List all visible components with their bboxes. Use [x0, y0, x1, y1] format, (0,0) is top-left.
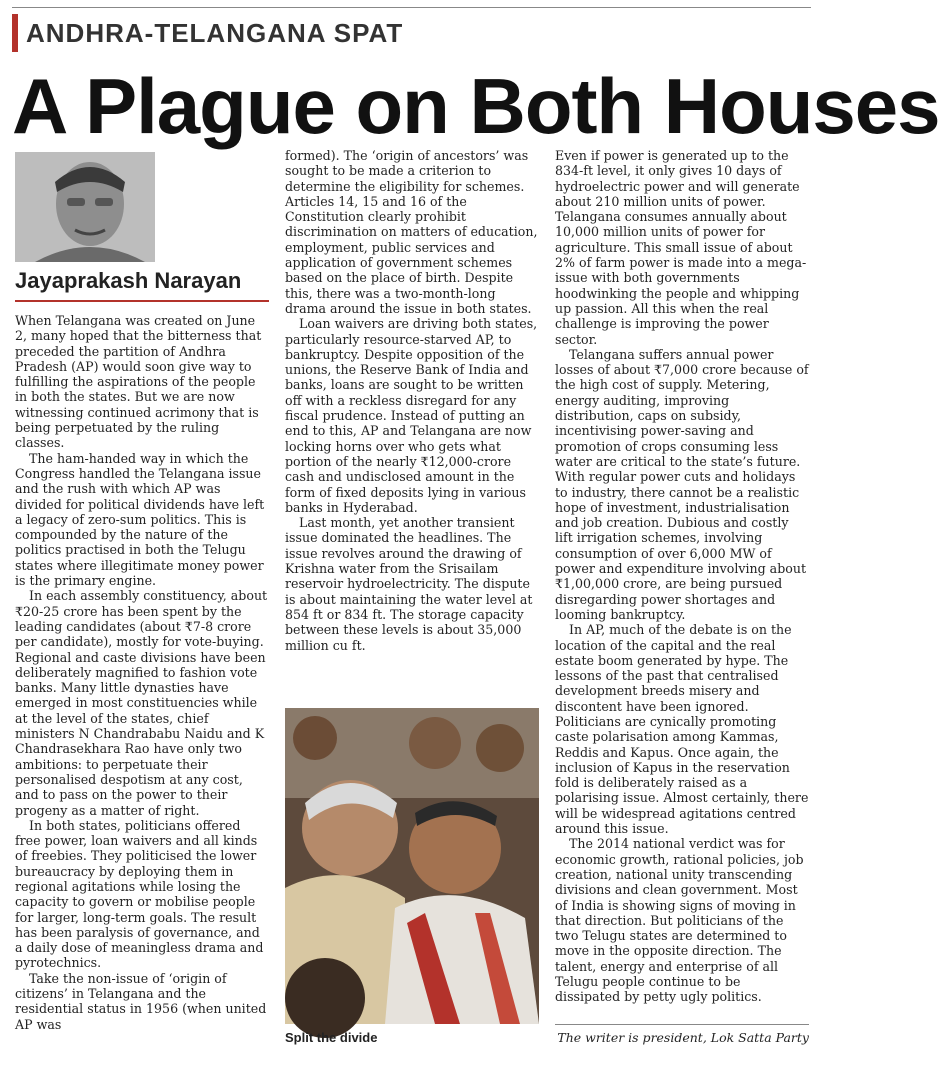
kicker-accent-bar — [12, 14, 18, 52]
byline-rule — [15, 300, 269, 302]
paragraph: When Telangana was created on June 2, many hoped that the bitterness that preceded the partition of Andhra Pradesh (AP) would soon give way to fulfilling the aspirations of the people in both the states. But we are now witnessing continued acrimony that is being perpetuated by the ruling classes. — [15, 313, 262, 451]
section-kicker — [12, 8, 403, 58]
credit-rule — [555, 1024, 809, 1025]
paragraph: Last month, yet another transient issue dominated the headlines. The issue revolves around the drawing of Krishna water from the Srisailam reservoir hydroelectricity. The dispute is about maintaining the water level at 854 ft or 834 ft. The storage capacity between these levels is about 35,000 million cu ft. — [285, 515, 533, 653]
headline: A Plague on Both Houses — [12, 62, 940, 150]
paragraph: In both states, politicians offered free power, loan waivers and all kinds of freebies. They politicised the lower bureaucracy by deploying them in regional agitations while losing the capacity to govern or mobilise people for larger, long-term goals. The result has been paralysis of governance, and a daily dose of meaningless drama and pyrotechnics. — [15, 817, 264, 971]
paragraph: Take the non-issue of ‘origin of citizens’ in Telangana and the residential status in 1956 (when united AP was — [15, 970, 267, 1032]
paragraph: Loan waivers are driving both states, particularly resource-starved AP, to bankruptcy. Despite opposition of the unions, the Reserve Bank of India and banks, loans are sought to be written off with a reckless disregard for any fiscal prudence. Instead of putting an end to this, AP and Telangana are now locking horns over who gets what portion of the nearly ₹12,000-crore cash and undisclosed amount in the form of fixed deposits lying in various banks in Hyderabad. — [285, 316, 538, 515]
paragraph: formed). The ‘origin of ancestors’ was sought to be made a criterion to determine the eligibility for schemes. Articles 14, 15 and 16 of the Constitution clearly prohibit discrimination on matters of education, employment, public services and application of government schemes based on the place of birth. Despite this, there was a two-month-long drama around the issue in both states. — [285, 148, 538, 316]
paragraph: In each assembly constituency, about ₹20-25 crore has been spent by the leading candidates (about ₹7-8 crore per candidate), mostly for vote-buying. Regional and caste divisions have been deliberately magnified to fashion vote banks. Many little dynasties have emerged in most constituencies while at the level of the states, chief ministers N Chandrababu Naidu and K Chandrasekhara Rao have only two ambitions: to perpetuate their personalised despotism at any cost, and to pass on the power to their progeny as a matter of right. — [15, 588, 268, 818]
main-photo — [285, 708, 539, 1024]
paragraph: Telangana suffers annual power losses of about ₹7,000 crore because of the high cost of supply. Metering, energy auditing, improving distribution, caps on subsidy, incentivising power-saving and promotion of crops consuming less water are critical to the state’s future. With regular power cuts and holidays to industry, there cannot be a realistic hope of investment, industrialisation and job creation. Dubious and costly lift irrigation schemes, involving consumption of over 6,000 MW of power and expenditure involving about ₹1,00,000 crore, are being pursued disregarding power shortages and looming bankruptcy. — [555, 346, 809, 622]
article-column-2 — [285, 148, 539, 693]
article-column-1 — [15, 313, 269, 1053]
kicker-label: ANDHRA-TELANGANA SPAT — [26, 17, 404, 48]
author-photo — [15, 152, 155, 262]
paragraph: In AP, much of the debate is on the location of the capital and the real estate boom generated by hype. The lessons of the past that centralised development breeds misery and discontent have been ignored. Politicians are cynically promoting caste polarisation among Kammas, Reddis and Kapus. Once again, the inclusion of Kapus in the reservation fold is deliberately raised as a polarising issue. Almost certainly, there will be widespread agitations centred around this issue. — [555, 622, 809, 837]
author-portrait-illustration — [15, 152, 155, 262]
author-name: Jayaprakash Narayan — [15, 268, 242, 293]
author-credit: The writer is president, Lok Satta Party — [557, 1030, 809, 1045]
photo-caption: Split the divide — [285, 1030, 378, 1045]
article-column-3 — [555, 148, 809, 1018]
main-photo-illustration — [285, 708, 539, 1024]
paragraph: Even if power is generated up to the 834-ft level, it only gives 10 days of hydroelectric power and will generate about 210 million units of power. Telangana consumes annually about 10,000 million units of power for agriculture. This small issue of about 2% of farm power is made into a mega-issue with both governments hoodwinking the people and whipping up passion. All this when the real challenge is improving the power sector. — [555, 148, 807, 347]
paragraph: The 2014 national verdict was for economic growth, rational policies, job creation, national unity transcending divisions and clean government. Most of India is showing signs of moving in that direction. But politicians of the two Telugu states are determined to move in the opposite direction. The talent, energy and enterprise of all Telugu people continue to be dissipated by petty ugly politics. — [555, 836, 804, 1005]
paragraph: The ham-handed way in which the Congress handled the Telangana issue and the rush with which AP was divided for political dividends have left a legacy of zero-sum politics. This is compounded by the nature of the politics practised in both the Telugu states where illegitimate money power is the primary engine. — [15, 450, 265, 589]
